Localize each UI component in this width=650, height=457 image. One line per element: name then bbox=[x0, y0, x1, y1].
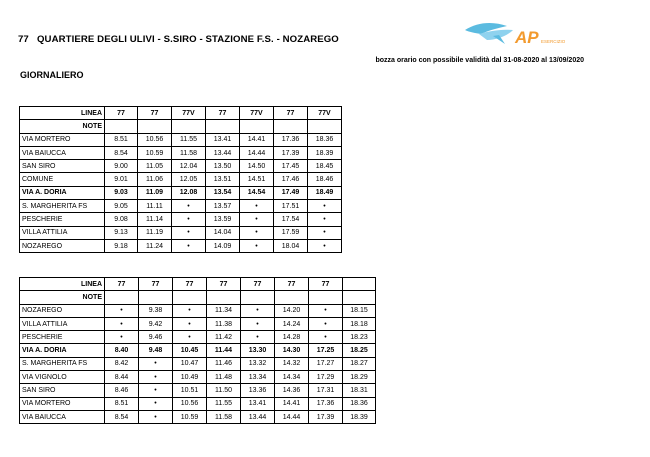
time-cell: 9.18 bbox=[105, 239, 138, 252]
note-cell bbox=[240, 120, 274, 133]
time-cell: • bbox=[240, 239, 274, 252]
time-cell: • bbox=[309, 304, 343, 317]
time-cell: • bbox=[309, 317, 343, 330]
time-cell: 14.50 bbox=[240, 160, 274, 173]
time-cell: 17.27 bbox=[309, 357, 343, 370]
stop-row bbox=[20, 331, 376, 344]
frequency-label: GIORNALIERO bbox=[20, 70, 84, 80]
time-cell: 10.47 bbox=[173, 357, 207, 370]
time-cell: • bbox=[139, 410, 173, 423]
note-cell bbox=[274, 120, 308, 133]
line-header-row bbox=[20, 278, 376, 291]
time-cell: 11.55 bbox=[207, 397, 241, 410]
line-code-cell: 77 bbox=[206, 107, 240, 120]
time-cell: • bbox=[172, 239, 206, 252]
time-cell: 18.25 bbox=[343, 344, 376, 357]
stop-row bbox=[20, 200, 342, 213]
time-cell: 11.42 bbox=[207, 331, 241, 344]
time-cell: 13.36 bbox=[241, 384, 275, 397]
time-cell: 13.41 bbox=[241, 397, 275, 410]
time-cell: 13.41 bbox=[206, 133, 240, 146]
time-cell: • bbox=[139, 384, 173, 397]
time-cell: 11.19 bbox=[138, 226, 172, 239]
time-cell: 14.51 bbox=[240, 173, 274, 186]
stop-row bbox=[20, 146, 342, 159]
note-cell bbox=[275, 291, 309, 304]
line-code-cell: 77V bbox=[308, 107, 342, 120]
time-cell: 18.31 bbox=[343, 384, 376, 397]
time-cell: 9.01 bbox=[105, 173, 138, 186]
time-cell: 17.25 bbox=[309, 344, 343, 357]
line-code-cell: 77 bbox=[105, 278, 139, 291]
time-cell: • bbox=[105, 331, 139, 344]
stop-row bbox=[20, 213, 342, 226]
line-code-cell: 77 bbox=[139, 278, 173, 291]
stop-name: NOZAREGO bbox=[20, 304, 105, 317]
time-cell: 9.42 bbox=[139, 317, 173, 330]
route-name: QUARTIERE DEGLI ULIVI - S.SIRO - STAZIONE F.S. - NOZAREGO bbox=[37, 34, 339, 45]
time-cell: 14.32 bbox=[275, 357, 309, 370]
time-cell: 12.05 bbox=[172, 173, 206, 186]
stop-name: VILLA ATTILIA bbox=[20, 226, 105, 239]
stop-row bbox=[20, 384, 376, 397]
time-cell: 18.27 bbox=[343, 357, 376, 370]
note-cell bbox=[105, 120, 138, 133]
time-cell: 17.59 bbox=[274, 226, 308, 239]
time-cell: • bbox=[105, 317, 139, 330]
time-cell: 11.34 bbox=[207, 304, 241, 317]
line-code-cell: 77 bbox=[241, 278, 275, 291]
line-number: 77 bbox=[18, 34, 29, 45]
time-cell: • bbox=[105, 304, 139, 317]
time-cell: 11.24 bbox=[138, 239, 172, 252]
time-cell: 9.46 bbox=[139, 331, 173, 344]
time-cell: 9.38 bbox=[139, 304, 173, 317]
time-cell: 13.30 bbox=[241, 344, 275, 357]
time-cell: 9.03 bbox=[105, 186, 138, 199]
time-cell: 13.51 bbox=[206, 173, 240, 186]
time-cell: • bbox=[172, 200, 206, 213]
linea-label: LINEA bbox=[20, 278, 105, 291]
time-cell: 18.29 bbox=[343, 371, 376, 384]
page-title bbox=[18, 34, 339, 45]
time-cell: 11.09 bbox=[138, 186, 172, 199]
time-cell: 11.14 bbox=[138, 213, 172, 226]
linea-label: LINEA bbox=[20, 107, 105, 120]
line-header-row bbox=[20, 107, 342, 120]
time-cell: 11.55 bbox=[172, 133, 206, 146]
stop-name: SAN SIRO bbox=[20, 160, 105, 173]
note-cell bbox=[206, 120, 240, 133]
time-cell: 14.04 bbox=[206, 226, 240, 239]
time-cell: 13.59 bbox=[206, 213, 240, 226]
line-code-cell: 77 bbox=[207, 278, 241, 291]
note-cell bbox=[207, 291, 241, 304]
timetable-outbound bbox=[19, 106, 342, 253]
time-cell: 18.39 bbox=[343, 410, 376, 423]
stop-name: VIA A. DORIA bbox=[20, 344, 105, 357]
logo-subtext: ESERCIZIO bbox=[541, 39, 566, 44]
stop-row bbox=[20, 410, 376, 423]
time-cell: • bbox=[308, 226, 342, 239]
time-cell: • bbox=[308, 213, 342, 226]
time-cell: 14.28 bbox=[275, 331, 309, 344]
time-cell: 11.05 bbox=[138, 160, 172, 173]
time-cell: 13.50 bbox=[206, 160, 240, 173]
time-cell: • bbox=[308, 200, 342, 213]
bird-logo-icon bbox=[463, 18, 583, 50]
time-cell: 9.05 bbox=[105, 200, 138, 213]
time-cell: 17.39 bbox=[309, 410, 343, 423]
time-cell: 18.46 bbox=[308, 173, 342, 186]
time-cell: 10.51 bbox=[173, 384, 207, 397]
time-cell: • bbox=[308, 239, 342, 252]
time-cell: 8.46 bbox=[105, 384, 139, 397]
time-cell: 11.58 bbox=[172, 146, 206, 159]
stop-name: VIA MORTERO bbox=[20, 397, 105, 410]
note-cell bbox=[308, 120, 342, 133]
time-cell: 9.08 bbox=[105, 213, 138, 226]
stop-row bbox=[20, 160, 342, 173]
note-label: NOTE bbox=[20, 291, 105, 304]
time-cell: 18.49 bbox=[308, 186, 342, 199]
time-cell: 11.44 bbox=[207, 344, 241, 357]
time-cell: • bbox=[241, 317, 275, 330]
stop-row bbox=[20, 357, 376, 370]
timetable-return bbox=[19, 277, 376, 424]
time-cell: 14.41 bbox=[240, 133, 274, 146]
time-cell: 11.11 bbox=[138, 200, 172, 213]
time-cell: 8.40 bbox=[105, 344, 139, 357]
time-cell: • bbox=[309, 331, 343, 344]
stop-name: VIA BAIUCCA bbox=[20, 146, 105, 159]
note-label: NOTE bbox=[20, 120, 105, 133]
note-row bbox=[20, 291, 376, 304]
time-cell: 17.46 bbox=[274, 173, 308, 186]
stop-name: VIA BAIUCCA bbox=[20, 410, 105, 423]
time-cell: 17.29 bbox=[309, 371, 343, 384]
stop-row bbox=[20, 173, 342, 186]
line-code-cell: 77 bbox=[138, 107, 172, 120]
time-cell: • bbox=[241, 304, 275, 317]
stop-name: VIA VIGNOLO bbox=[20, 371, 105, 384]
note-cell bbox=[172, 120, 206, 133]
note-cell bbox=[343, 291, 376, 304]
time-cell: 10.59 bbox=[173, 410, 207, 423]
note-cell bbox=[105, 291, 139, 304]
time-cell: 8.44 bbox=[105, 371, 139, 384]
time-cell: 10.56 bbox=[138, 133, 172, 146]
time-cell: 17.49 bbox=[274, 186, 308, 199]
time-cell: 17.36 bbox=[274, 133, 308, 146]
time-cell: 18.18 bbox=[343, 317, 376, 330]
stop-row bbox=[20, 344, 376, 357]
time-cell: 13.57 bbox=[206, 200, 240, 213]
line-code-cell: 77 bbox=[105, 107, 138, 120]
note-cell bbox=[139, 291, 173, 304]
logo-text: AP bbox=[515, 28, 539, 47]
time-cell: 11.58 bbox=[207, 410, 241, 423]
time-cell: 18.45 bbox=[308, 160, 342, 173]
time-cell: 13.44 bbox=[241, 410, 275, 423]
time-cell: 17.36 bbox=[309, 397, 343, 410]
time-cell: 14.09 bbox=[206, 239, 240, 252]
time-cell: 14.36 bbox=[275, 384, 309, 397]
time-cell: • bbox=[139, 371, 173, 384]
time-cell: 18.39 bbox=[308, 146, 342, 159]
line-code-cell: 77 bbox=[309, 278, 343, 291]
time-cell: 14.34 bbox=[275, 371, 309, 384]
time-cell: • bbox=[241, 331, 275, 344]
time-cell: 9.13 bbox=[105, 226, 138, 239]
time-cell: 11.48 bbox=[207, 371, 241, 384]
time-cell: 11.50 bbox=[207, 384, 241, 397]
stop-name: SAN SIRO bbox=[20, 384, 105, 397]
time-cell: 9.48 bbox=[139, 344, 173, 357]
stop-name: PESCHERIE bbox=[20, 213, 105, 226]
time-cell: 11.46 bbox=[207, 357, 241, 370]
company-logo bbox=[463, 18, 583, 50]
stop-name: PESCHERIE bbox=[20, 331, 105, 344]
time-cell: 8.51 bbox=[105, 397, 139, 410]
time-cell: 13.32 bbox=[241, 357, 275, 370]
time-cell: 8.51 bbox=[105, 133, 138, 146]
time-cell: • bbox=[173, 331, 207, 344]
time-cell: 17.54 bbox=[274, 213, 308, 226]
time-cell: 17.39 bbox=[274, 146, 308, 159]
time-cell: • bbox=[173, 304, 207, 317]
time-cell: 14.20 bbox=[275, 304, 309, 317]
line-code-cell: 77 bbox=[275, 278, 309, 291]
stop-name: NOZAREGO bbox=[20, 239, 105, 252]
time-cell: 18.36 bbox=[343, 397, 376, 410]
time-cell: 14.24 bbox=[275, 317, 309, 330]
stop-row bbox=[20, 317, 376, 330]
time-cell: 11.06 bbox=[138, 173, 172, 186]
time-cell: 14.54 bbox=[240, 186, 274, 199]
time-cell: 18.04 bbox=[274, 239, 308, 252]
time-cell: • bbox=[173, 317, 207, 330]
time-cell: 10.45 bbox=[173, 344, 207, 357]
time-cell: • bbox=[240, 200, 274, 213]
stop-row bbox=[20, 186, 342, 199]
note-cell bbox=[309, 291, 343, 304]
stop-name: VIA MORTERO bbox=[20, 133, 105, 146]
validity-note: bozza orario con possibile validità dal 31-08-2020 al 13/09/2020 bbox=[375, 57, 584, 64]
time-cell: 10.59 bbox=[138, 146, 172, 159]
time-cell: 8.54 bbox=[105, 410, 139, 423]
stop-name: S. MARGHERITA FS bbox=[20, 200, 105, 213]
stop-name: VILLA ATTILIA bbox=[20, 317, 105, 330]
note-cell bbox=[138, 120, 172, 133]
time-cell: • bbox=[172, 213, 206, 226]
time-cell: 14.44 bbox=[275, 410, 309, 423]
time-cell: 17.45 bbox=[274, 160, 308, 173]
time-cell: 8.54 bbox=[105, 146, 138, 159]
line-code-cell: 77 bbox=[274, 107, 308, 120]
line-code-cell: 77V bbox=[172, 107, 206, 120]
stop-row bbox=[20, 226, 342, 239]
stop-row bbox=[20, 133, 342, 146]
time-cell: 10.49 bbox=[173, 371, 207, 384]
time-cell: 12.08 bbox=[172, 186, 206, 199]
time-cell: 14.30 bbox=[275, 344, 309, 357]
stop-name: VIA A. DORIA bbox=[20, 186, 105, 199]
note-cell bbox=[241, 291, 275, 304]
time-cell: 12.04 bbox=[172, 160, 206, 173]
note-cell bbox=[173, 291, 207, 304]
stop-row bbox=[20, 304, 376, 317]
time-cell: 11.38 bbox=[207, 317, 241, 330]
line-code-cell bbox=[343, 278, 376, 291]
time-cell: 8.42 bbox=[105, 357, 139, 370]
stop-row bbox=[20, 397, 376, 410]
time-cell: 18.23 bbox=[343, 331, 376, 344]
stop-row bbox=[20, 239, 342, 252]
line-code-cell: 77 bbox=[173, 278, 207, 291]
time-cell: • bbox=[240, 226, 274, 239]
time-cell: 13.44 bbox=[206, 146, 240, 159]
time-cell: 10.56 bbox=[173, 397, 207, 410]
time-cell: 14.41 bbox=[275, 397, 309, 410]
time-cell: • bbox=[139, 357, 173, 370]
time-cell: 13.34 bbox=[241, 371, 275, 384]
time-cell: 9.00 bbox=[105, 160, 138, 173]
time-cell: • bbox=[139, 397, 173, 410]
time-cell: 17.51 bbox=[274, 200, 308, 213]
time-cell: 18.36 bbox=[308, 133, 342, 146]
line-code-cell: 77V bbox=[240, 107, 274, 120]
time-cell: 17.31 bbox=[309, 384, 343, 397]
time-cell: 13.54 bbox=[206, 186, 240, 199]
time-cell: 14.44 bbox=[240, 146, 274, 159]
time-cell: • bbox=[172, 226, 206, 239]
note-row bbox=[20, 120, 342, 133]
stop-name: S. MARGHERITA FS bbox=[20, 357, 105, 370]
stop-row bbox=[20, 371, 376, 384]
time-cell: • bbox=[240, 213, 274, 226]
time-cell: 18.15 bbox=[343, 304, 376, 317]
stop-name: COMUNE bbox=[20, 173, 105, 186]
